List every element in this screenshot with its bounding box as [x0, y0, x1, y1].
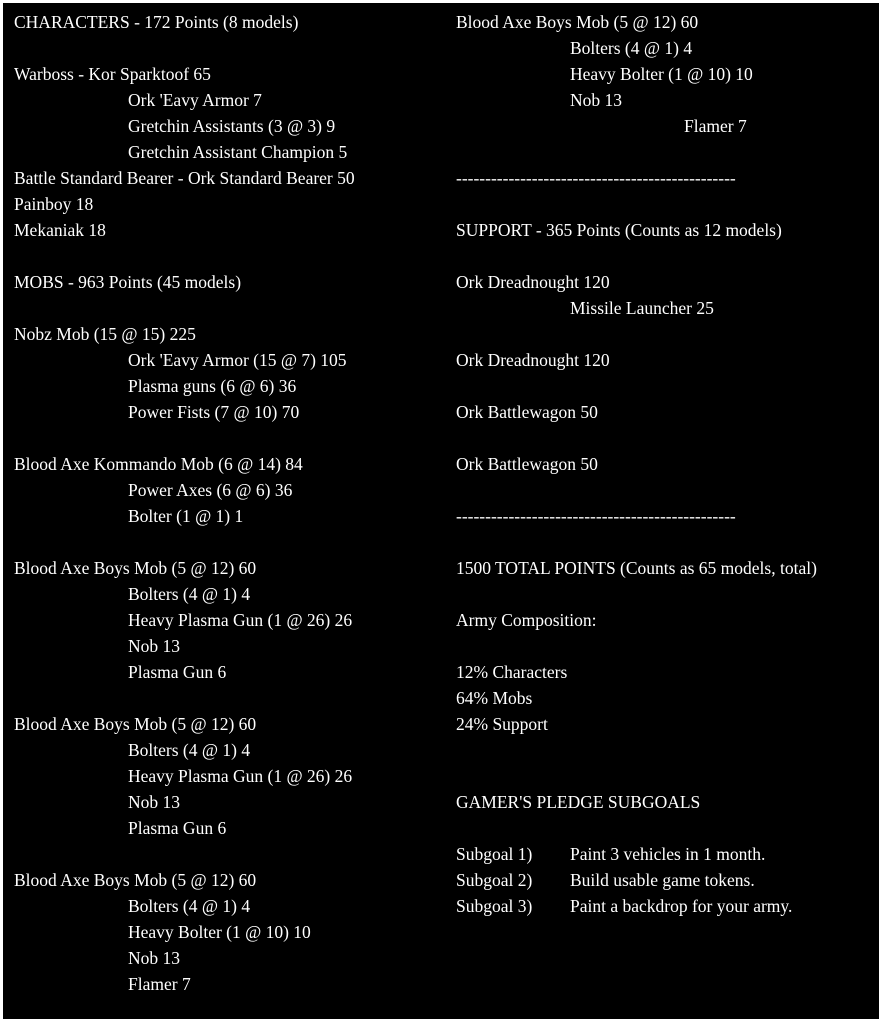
- list-item: Ork Battlewagon 50: [456, 454, 598, 474]
- army-list-document: [3, 3, 879, 1019]
- spacer: [14, 35, 444, 61]
- mobs-header: MOBS - 963 Points (45 models): [14, 272, 242, 292]
- list-subitem: Power Axes (6 @ 6) 36: [128, 480, 293, 500]
- list-subitem: Nob 13: [128, 792, 181, 812]
- list-item: Blood Axe Boys Mob (5 @ 12) 60: [14, 558, 257, 578]
- list-subitem: Bolter (1 @ 1) 1: [128, 506, 244, 526]
- spacer: [14, 841, 444, 867]
- composition-header: Army Composition:: [456, 610, 597, 630]
- list-item: Painboy 18: [14, 194, 94, 214]
- spacer: [456, 191, 876, 217]
- spacer: [14, 529, 444, 555]
- list-subitem: Bolters (4 @ 1) 4: [570, 38, 693, 58]
- list-item: Blood Axe Boys Mob (5 @ 12) 60: [456, 12, 699, 32]
- list-subitem: Bolters (4 @ 1) 4: [128, 740, 251, 760]
- list-subitem: Missile Launcher 25: [570, 298, 714, 318]
- list-subitem: Plasma Gun 6: [128, 662, 227, 682]
- subgoal-row: [456, 893, 876, 919]
- list-subitem: Ork 'Eavy Armor (15 @ 7) 105: [128, 350, 347, 370]
- spacer: [14, 685, 444, 711]
- spacer: [456, 321, 876, 347]
- list-subitem: Plasma Gun 6: [128, 818, 227, 838]
- list-item: Ork Battlewagon 50: [456, 402, 598, 422]
- support-header: SUPPORT - 365 Points (Counts as 12 models): [456, 220, 782, 240]
- list-subitem: Flamer 7: [128, 974, 191, 994]
- list-item: Ork Dreadnought 120: [456, 272, 610, 292]
- list-item: Blood Axe Boys Mob (5 @ 12) 60: [14, 870, 257, 890]
- list-subitem: Flamer 7: [684, 116, 747, 136]
- list-subitem: Nob 13: [128, 636, 181, 656]
- subgoal-row: [456, 867, 876, 893]
- right-column: [456, 9, 876, 919]
- list-subitem: Bolters (4 @ 1) 4: [128, 896, 251, 916]
- list-subitem: Power Fists (7 @ 10) 70: [128, 402, 300, 422]
- subgoal-text: Build usable game tokens.: [570, 870, 755, 890]
- composition-item: 24% Support: [456, 714, 548, 734]
- list-subitem: Heavy Bolter (1 @ 10) 10: [128, 922, 311, 942]
- list-item: Blood Axe Kommando Mob (6 @ 14) 84: [14, 454, 303, 474]
- spacer: [456, 425, 876, 451]
- separator-line: ------------------------------------------------: [456, 168, 736, 188]
- spacer: [456, 243, 876, 269]
- spacer: [456, 737, 876, 763]
- spacer: [456, 373, 876, 399]
- list-subitem: Gretchin Assistant Champion 5: [128, 142, 348, 162]
- list-item: Mekaniak 18: [14, 220, 106, 240]
- list-subitem: Heavy Bolter (1 @ 10) 10: [570, 64, 753, 84]
- list-subitem: Gretchin Assistants (3 @ 3) 9: [128, 116, 336, 136]
- list-item: Warboss - Kor Sparktoof 65: [14, 64, 211, 84]
- total-points: 1500 TOTAL POINTS (Counts as 65 models, total): [456, 558, 817, 578]
- list-subitem: Nob 13: [570, 90, 623, 110]
- subgoal-label: Subgoal 1): [456, 844, 533, 864]
- subgoal-label: Subgoal 2): [456, 870, 533, 890]
- spacer: [14, 243, 444, 269]
- subgoal-text: Paint a backdrop for your army.: [570, 896, 793, 916]
- composition-item: 12% Characters: [456, 662, 568, 682]
- list-subitem: Heavy Plasma Gun (1 @ 26) 26: [128, 610, 353, 630]
- subgoal-text: Paint 3 vehicles in 1 month.: [570, 844, 766, 864]
- composition-item: 64% Mobs: [456, 688, 533, 708]
- spacer: [456, 815, 876, 841]
- separator-line: ------------------------------------------------: [456, 506, 736, 526]
- list-subitem: Bolters (4 @ 1) 4: [128, 584, 251, 604]
- spacer: [456, 633, 876, 659]
- characters-header: CHARACTERS - 172 Points (8 models): [14, 12, 299, 32]
- spacer: [456, 139, 876, 165]
- spacer: [456, 529, 876, 555]
- pledge-header: GAMER'S PLEDGE SUBGOALS: [456, 792, 701, 812]
- spacer: [14, 425, 444, 451]
- list-item: Blood Axe Boys Mob (5 @ 12) 60: [14, 714, 257, 734]
- list-item: Nobz Mob (15 @ 15) 225: [14, 324, 196, 344]
- spacer: [456, 581, 876, 607]
- spacer: [14, 295, 444, 321]
- list-subitem: Plasma guns (6 @ 6) 36: [128, 376, 297, 396]
- subgoal-label: Subgoal 3): [456, 896, 533, 916]
- spacer: [456, 477, 876, 503]
- list-item: Battle Standard Bearer - Ork Standard Bearer 50: [14, 168, 355, 188]
- spacer: [456, 763, 876, 789]
- list-item: Ork Dreadnought 120: [456, 350, 610, 370]
- list-subitem: Heavy Plasma Gun (1 @ 26) 26: [128, 766, 353, 786]
- left-column: [14, 9, 444, 997]
- list-subitem: Nob 13: [128, 948, 181, 968]
- subgoal-row: [456, 841, 876, 867]
- list-subitem: Ork 'Eavy Armor 7: [128, 90, 262, 110]
